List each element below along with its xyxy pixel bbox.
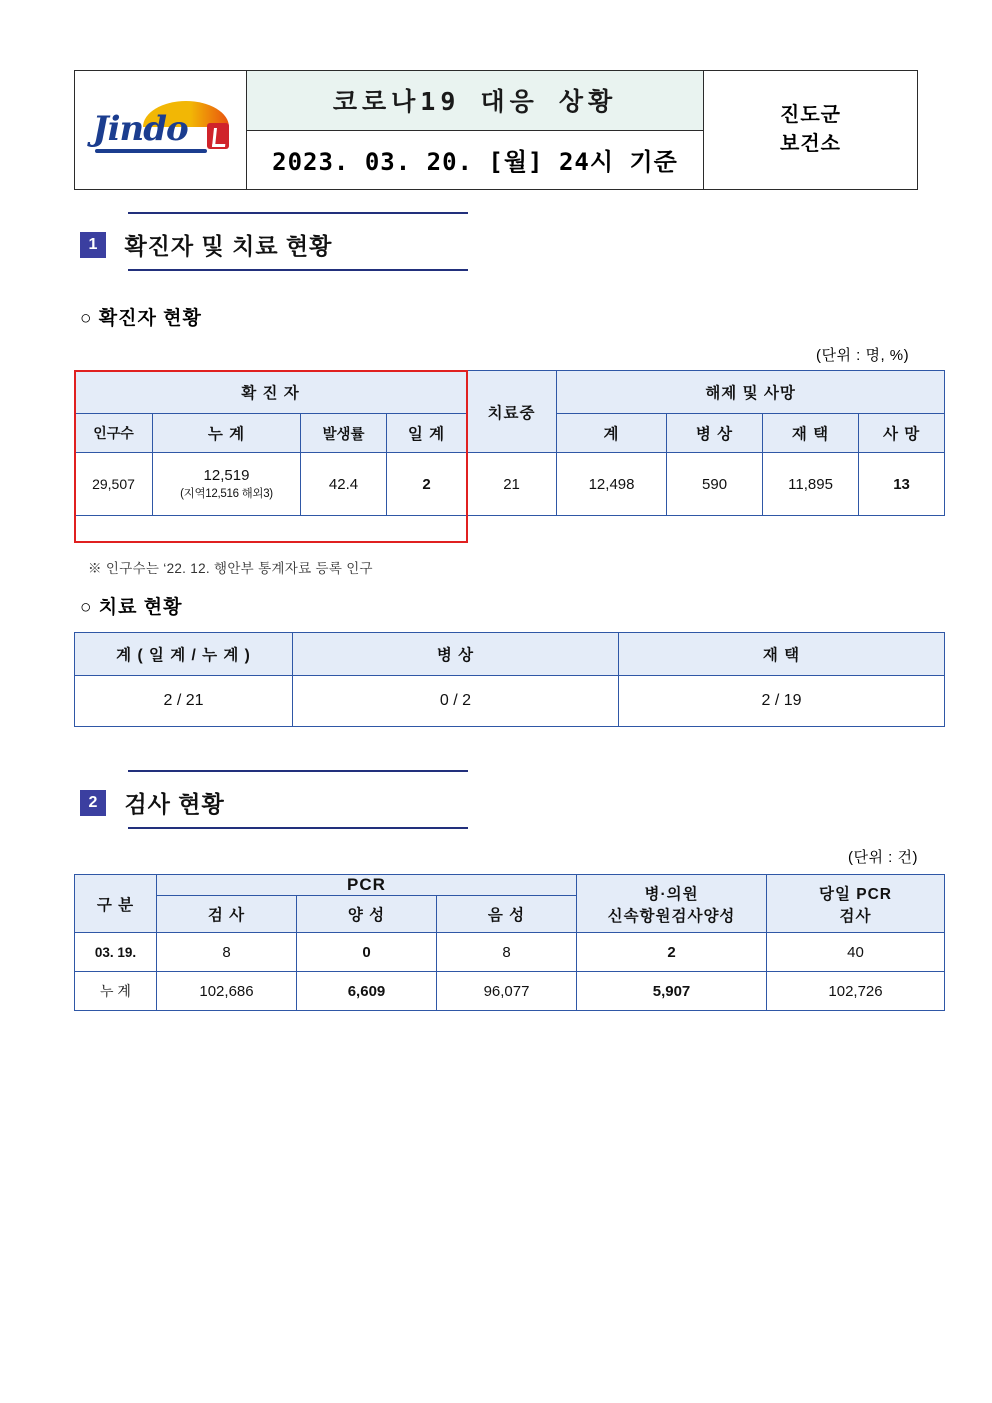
cell-total-daily-cumulative: 2 / 21 bbox=[75, 676, 293, 727]
col-rapid-antigen-line2: 신속항원검사양성 bbox=[607, 907, 736, 925]
table-row bbox=[75, 933, 945, 972]
cell-pcr-negative: 8 bbox=[437, 933, 577, 972]
col-total-daily-cumulative: 계 ( 일 계 / 누 계 ) bbox=[75, 633, 293, 676]
cell-treatment-hospital: 0 / 2 bbox=[293, 676, 619, 727]
col-population: 인구수 bbox=[75, 414, 153, 453]
cell-date-label: 03. 19. bbox=[75, 933, 157, 972]
table-header-row-group bbox=[75, 875, 945, 896]
col-today-pcr-line1: 당일 PCR bbox=[819, 885, 892, 903]
group-header-confirmed: 확 진 자 bbox=[75, 371, 467, 414]
subsection-treatment-label: ○ 치료 현황 bbox=[80, 597, 183, 618]
col-hospital: 병 상 bbox=[667, 414, 763, 453]
section-2-rule-top bbox=[128, 770, 468, 772]
cell-today-pcr: 40 bbox=[767, 933, 945, 972]
document-title: 코로나19 대응 상황 bbox=[247, 71, 703, 131]
col-home: 재 택 bbox=[763, 414, 859, 453]
col-treatment-home: 재 택 bbox=[619, 633, 945, 676]
cell-pcr-positive: 0 bbox=[297, 933, 437, 972]
section-1-title: 확진자 및 치료 현황 bbox=[124, 233, 333, 259]
logo-wordmark: Jindo bbox=[92, 109, 188, 149]
org-dept: 보건소 bbox=[780, 133, 841, 155]
population-source-note: ※ 인구수는 ‘22. 12. 행안부 통계자료 등록 인구 bbox=[88, 561, 373, 576]
col-pcr-positive: 양 성 bbox=[297, 896, 437, 933]
cell-pcr-negative: 96,077 bbox=[437, 972, 577, 1011]
col-pcr-negative: 음 성 bbox=[437, 896, 577, 933]
header-center bbox=[247, 71, 704, 189]
cell-rate: 42.4 bbox=[301, 453, 387, 516]
col-pcr-test: 검 사 bbox=[157, 896, 297, 933]
logo-mark-icon bbox=[207, 123, 229, 149]
cell-rapid-antigen-positive: 5,907 bbox=[577, 972, 767, 1011]
cell-rapid-antigen-positive: 2 bbox=[577, 933, 767, 972]
cell-cumulative-label: 누 계 bbox=[75, 972, 157, 1011]
section-2-heading bbox=[80, 770, 500, 825]
col-rapid-antigen-positive bbox=[577, 875, 767, 933]
jindo-logo bbox=[75, 71, 247, 189]
confirmed-status-table bbox=[74, 370, 945, 516]
cell-cumulative bbox=[153, 453, 301, 516]
issuing-organization bbox=[704, 71, 917, 189]
section-1-rule-bottom bbox=[128, 269, 468, 271]
col-cumulative: 누 계 bbox=[153, 414, 301, 453]
cell-treating: 21 bbox=[467, 453, 557, 516]
col-division: 구 분 bbox=[75, 875, 157, 933]
section-2-rule-bottom bbox=[128, 827, 468, 829]
col-daily: 일 계 bbox=[387, 414, 467, 453]
col-death: 사 망 bbox=[859, 414, 945, 453]
table-header-row-group bbox=[75, 371, 945, 414]
cell-cumulative-detail: (지역12,516 해외3) bbox=[180, 488, 273, 500]
cell-death: 13 bbox=[859, 453, 945, 516]
col-today-pcr bbox=[767, 875, 945, 933]
test-status-table bbox=[74, 874, 945, 1011]
cell-hospital: 590 bbox=[667, 453, 763, 516]
cell-population: 29,507 bbox=[75, 453, 153, 516]
org-name: 진도군 bbox=[780, 104, 841, 126]
group-header-released: 해제 및 사망 bbox=[557, 371, 945, 414]
group-header-pcr: PCR bbox=[157, 875, 577, 896]
cell-pcr-positive: 6,609 bbox=[297, 972, 437, 1011]
document-date: 2023. 03. 20. [월] 24시 기준 bbox=[272, 148, 678, 177]
table-row bbox=[75, 676, 945, 727]
subsection-confirmed-label: ○ 확진자 현황 bbox=[80, 308, 202, 329]
treatment-status-table bbox=[74, 632, 945, 727]
col-released-total: 계 bbox=[557, 414, 667, 453]
table-header-row bbox=[75, 633, 945, 676]
document-header bbox=[74, 70, 918, 190]
cell-treatment-home: 2 / 19 bbox=[619, 676, 945, 727]
section-1-rule-top bbox=[128, 212, 468, 214]
cell-today-pcr: 102,726 bbox=[767, 972, 945, 1011]
col-treatment-hospital: 병 상 bbox=[293, 633, 619, 676]
cell-daily: 2 bbox=[387, 453, 467, 516]
group-header-treating: 치료중 bbox=[467, 371, 557, 453]
col-rate: 발생률 bbox=[301, 414, 387, 453]
col-rapid-antigen-line1: 병·의원 bbox=[644, 885, 699, 903]
section-1-heading bbox=[80, 212, 500, 267]
section-1-number: 1 bbox=[80, 232, 106, 258]
col-today-pcr-line2: 검사 bbox=[839, 907, 872, 925]
section-2-title: 검사 현황 bbox=[124, 791, 225, 817]
unit-label-tests: (단위 : 건) bbox=[848, 849, 918, 866]
table-row bbox=[75, 972, 945, 1011]
logo-underline bbox=[95, 149, 207, 153]
unit-label-confirmed: (단위 : 명, %) bbox=[816, 347, 910, 364]
section-2-number: 2 bbox=[80, 790, 106, 816]
cell-home: 11,895 bbox=[763, 453, 859, 516]
table-row bbox=[75, 453, 945, 516]
cell-cumulative-value: 12,519 bbox=[203, 467, 250, 484]
cell-released-total: 12,498 bbox=[557, 453, 667, 516]
cell-pcr-test: 102,686 bbox=[157, 972, 297, 1011]
cell-pcr-test: 8 bbox=[157, 933, 297, 972]
